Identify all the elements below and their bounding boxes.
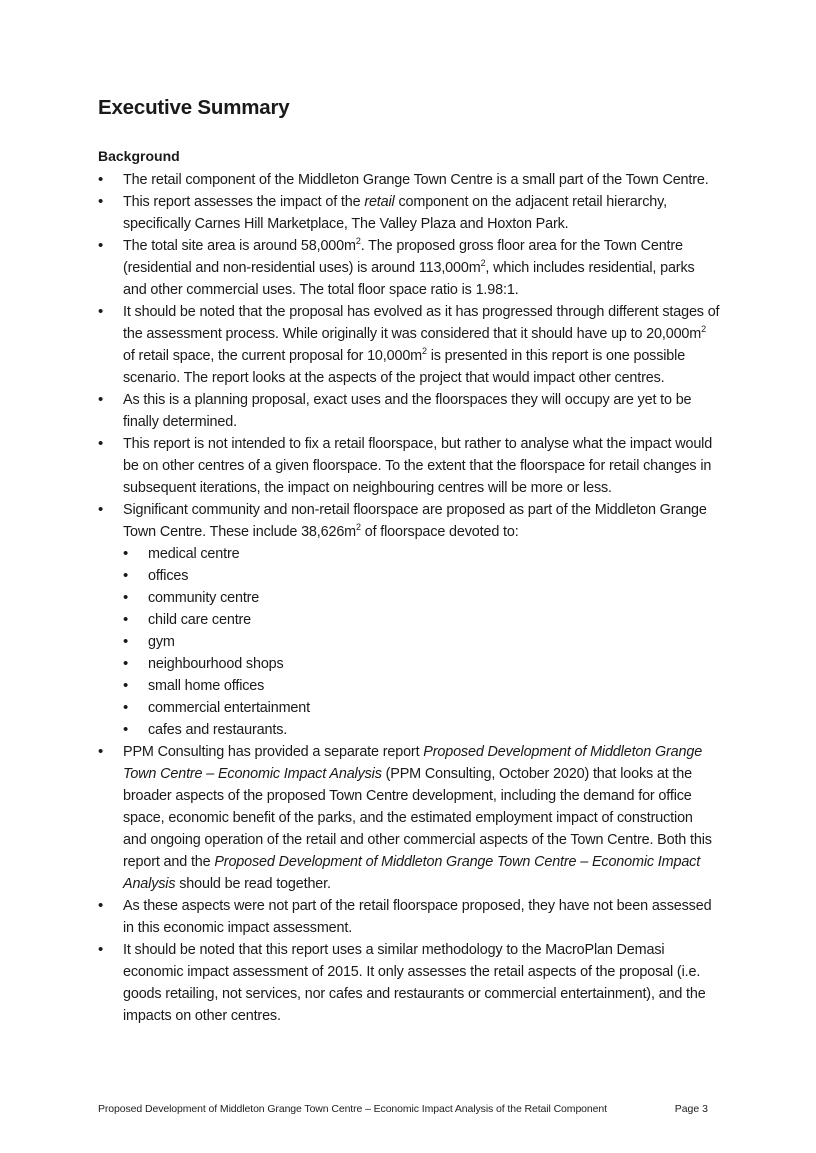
superscript: 2 bbox=[356, 522, 361, 532]
sub-list-item: • gym bbox=[123, 631, 720, 653]
sub-bullet-list bbox=[123, 543, 720, 741]
sub-list-item: • medical centre bbox=[123, 543, 720, 565]
report-title-emphasis: Proposed Development of Middleton Grange Town Centre – Economic Impact Analysis bbox=[123, 854, 701, 892]
sub-list-item: • small home offices bbox=[123, 675, 720, 697]
list-item: • This report is not intended to fix a retail floorspace, but rather to analyse what the impact would be on other centres of a given floorspace. To the extent that the floorspace for retail changes in subsequent iterations, the impact on neighbouring centres will be more or less. bbox=[98, 433, 720, 499]
sub-list-item: • child care centre bbox=[123, 609, 720, 631]
document-body bbox=[98, 169, 720, 1027]
list-item: • It should be noted that this report uses a similar methodology to the MacroPlan Demasi economic impact assessment of 2015. It only assesses the retail aspects of the proposal (i.e. goods retailing, not services, nor cafes and restaurants or commercial entertainment), and the impacts on other centres. bbox=[98, 939, 720, 1027]
emphasis-text: retail bbox=[364, 194, 395, 210]
list-item: • The retail component of the Middleton Grange Town Centre is a small part of the Town Centre. bbox=[98, 169, 720, 191]
report-title-emphasis: Proposed Development of Middleton Grange Town Centre – Economic Impact Analysis bbox=[123, 744, 703, 782]
superscript: 2 bbox=[480, 258, 486, 268]
list-item: • The total site area is around $58,000m^2$. The proposed gross floor area for the Town Centre (residential and non-residential uses) is around $113,000m^2$, which includes residential, parks and other commercial uses. The total floor space ratio is 1.98:1. bbox=[98, 235, 720, 301]
list-item: • As these aspects were not part of the retail floorspace proposed, they have not been assessed in this economic impact assessment. bbox=[98, 895, 720, 939]
sub-list-item: • community centre bbox=[123, 587, 720, 609]
bullet-list bbox=[98, 169, 720, 1027]
superscript: 2 bbox=[355, 236, 361, 246]
list-item: • This report assesses the impact of the retail component on the adjacent retail hierarchy, specifically Carnes Hill Marketplace, The Valley Plaza and Hoxton Park. bbox=[98, 191, 720, 235]
page-title: Executive Summary bbox=[98, 96, 290, 119]
superscript: 2 bbox=[701, 324, 706, 334]
list-item: • Significant community and non-retail floorspace are proposed as part of the Middleton Grange Town Centre. These include $38,626m^2$ of floorspace devoted to: • medical centre • offices • community centre • child care centre • gym • neighbourhood shops • small home offices • commercial entertainment • cafes and restaurants. bbox=[98, 499, 720, 741]
sub-list-item: • commercial entertainment bbox=[123, 697, 720, 719]
list-item: • PPM Consulting has provided a separate report Proposed Development of Middleton Grange Town Centre – Economic Impact Analysis (PPM Consulting, October 2020) that looks at the broader aspects of the proposed Town Centre development, including the demand for office space, economic benefit of the parks, and the estimated employment impact of construction and ongoing operation of the retail and other commercial aspects of the Town Centre. Both this report and the Proposed Development of Middleton Grange Town Centre – Economic Impact Analysis should be read together. bbox=[98, 741, 720, 895]
section-heading: Background bbox=[98, 148, 180, 164]
superscript: 2 bbox=[422, 346, 427, 356]
footer-document-title: Proposed Development of Middleton Grange Town Centre – Economic Impact Analysis of the Retail Component bbox=[98, 1103, 607, 1115]
list-item: • As this is a planning proposal, exact uses and the floorspaces they will occupy are yet to be finally determined. bbox=[98, 389, 720, 433]
sub-list-item: • neighbourhood shops bbox=[123, 653, 720, 675]
sub-list-item: • offices bbox=[123, 565, 720, 587]
list-item: • It should be noted that the proposal has evolved as it has progressed through different stages of the assessment process. While originally it was considered that it should have up to $20,000m^2$ of retail space, the current proposal for $10,000m^2$ is presented in this report is one possible scenario. The report looks at the aspects of the project that would impact other centres. bbox=[98, 301, 720, 389]
sub-list-item: • cafes and restaurants. bbox=[123, 719, 720, 741]
page-number: Page 3 bbox=[674, 1103, 708, 1115]
